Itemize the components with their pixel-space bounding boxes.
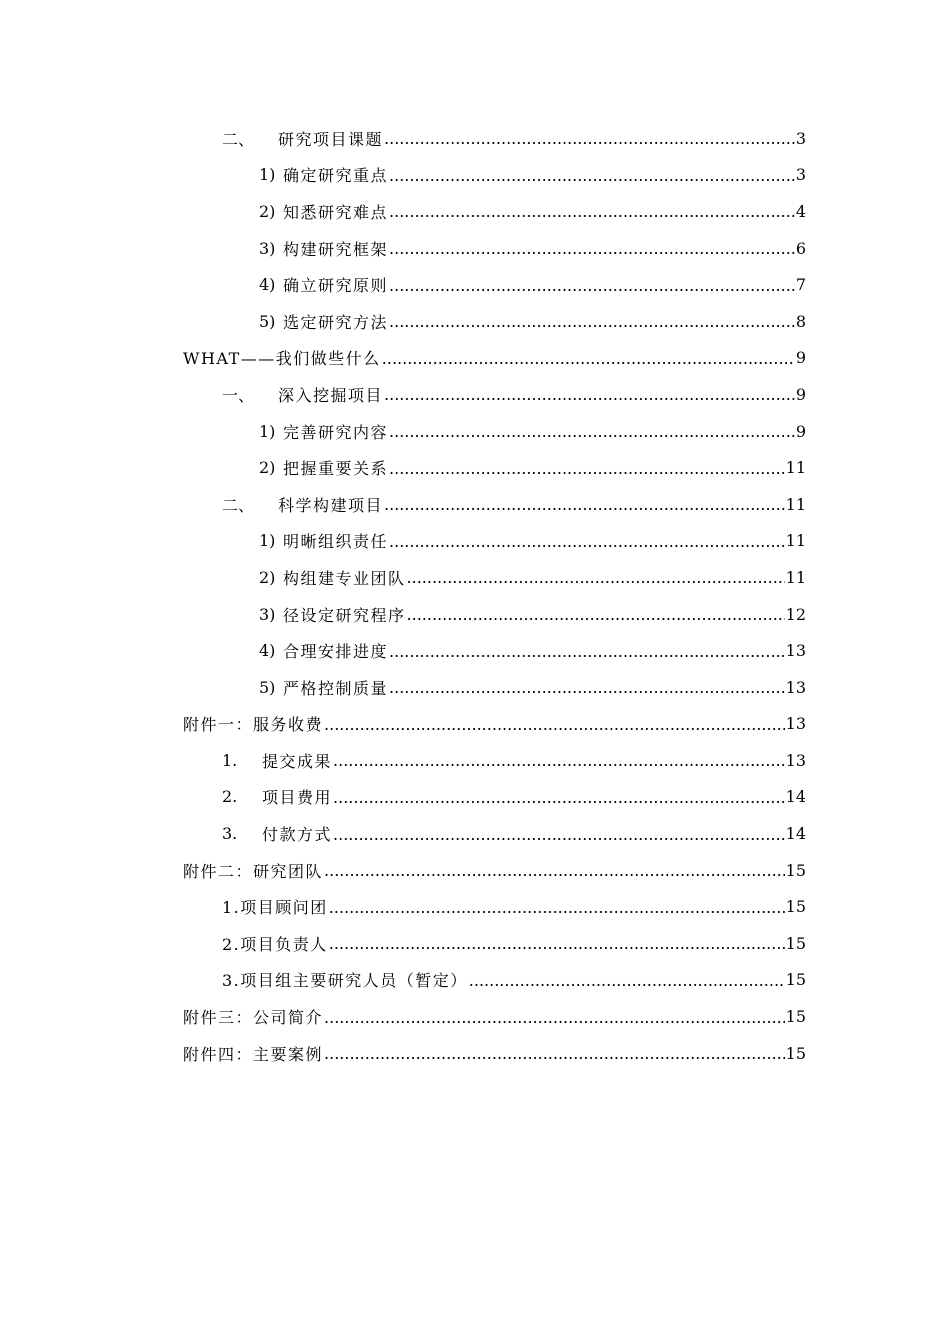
toc-dot-leader: [324, 1009, 785, 1025]
toc-entry-title: 选定研究方法: [283, 312, 389, 332]
toc-entry-title: 完善研究内容: [283, 422, 389, 442]
toc-dot-leader: [389, 240, 795, 256]
toc-entry-title: 研究项目课题: [278, 129, 384, 149]
toc-dot-leader: [384, 386, 795, 402]
toc-page-number: 15: [785, 970, 806, 990]
toc-entry-title: 付款方式: [262, 825, 333, 845]
toc-dot-leader: [324, 716, 785, 732]
toc-dot-leader: [389, 423, 795, 439]
toc-entry[interactable]: [0, 120, 806, 157]
toc-page-number: 15: [785, 897, 806, 917]
toc-entry[interactable]: [0, 596, 806, 633]
toc-entry[interactable]: [0, 449, 806, 486]
toc-entry-title: 明晰组织责任: [283, 532, 389, 552]
toc-entry[interactable]: [0, 815, 806, 852]
toc-entry[interactable]: [0, 888, 806, 925]
toc-entry-title: 附件一：服务收费: [183, 715, 324, 735]
toc-dot-leader: [333, 752, 785, 768]
toc-dot-leader: [333, 826, 785, 842]
toc-entry[interactable]: [0, 303, 806, 340]
toc-entry-number: 二、: [222, 129, 255, 149]
toc-entry[interactable]: [0, 266, 806, 303]
toc-entry-number: 4): [259, 641, 276, 661]
toc-page-number: 11: [785, 458, 806, 478]
toc-entry-title: 2.项目负责人: [222, 934, 328, 954]
toc-entry[interactable]: [0, 925, 806, 962]
toc-entry[interactable]: [0, 340, 806, 377]
toc-entry-title: 严格控制质量: [283, 678, 389, 698]
toc-page-number: 15: [785, 1007, 806, 1027]
toc-page-number: 8: [795, 311, 806, 331]
toc-page-number: 4: [795, 201, 806, 221]
toc-entry-number: 1.: [222, 750, 238, 770]
toc-page-number: 9: [795, 348, 806, 368]
toc-entry-title: 提交成果: [262, 751, 333, 771]
toc-entry[interactable]: [0, 998, 806, 1035]
toc-dot-leader: [389, 313, 795, 329]
toc-entry-number: 1): [259, 531, 276, 551]
toc-page-number: 15: [785, 860, 806, 880]
toc-dot-leader: [389, 679, 785, 695]
toc-page-number: 13: [785, 677, 806, 697]
toc-entry-title: 科学构建项目: [278, 495, 384, 515]
toc-dot-leader: [384, 130, 795, 146]
toc-entry-number: 2): [259, 201, 276, 221]
toc-entry[interactable]: [0, 632, 806, 669]
toc-page-number: 11: [785, 567, 806, 587]
toc-dot-leader: [389, 460, 785, 476]
toc-entry-number: 4): [259, 275, 276, 295]
toc-entry-number: 1): [259, 421, 276, 441]
toc-entry-number: 3): [259, 604, 276, 624]
toc-entry[interactable]: [0, 376, 806, 413]
toc-entry-number: 5): [259, 311, 276, 331]
toc-entry-number: 2.: [222, 787, 238, 807]
toc-dot-leader: [389, 277, 795, 293]
toc-entry-number: 2): [259, 567, 276, 587]
toc-entry[interactable]: [0, 1035, 806, 1072]
toc-page-number: 13: [785, 714, 806, 734]
toc-dot-leader: [407, 606, 785, 622]
toc-dot-leader: [389, 533, 785, 549]
toc-entry[interactable]: [0, 742, 806, 779]
toc-dot-leader: [329, 899, 785, 915]
toc-dot-leader: [389, 643, 785, 659]
toc-entry-title: 构组建专业团队: [283, 568, 406, 588]
toc-dot-leader: [333, 789, 785, 805]
toc-dot-leader: [329, 935, 785, 951]
toc-page-number: 13: [785, 750, 806, 770]
toc-entry-number: 2): [259, 458, 276, 478]
toc-page-number: 9: [795, 384, 806, 404]
toc-entry-number: 3.: [222, 824, 238, 844]
toc-entry[interactable]: [0, 706, 806, 743]
toc-entry-title: 3.项目组主要研究人员（暂定）: [222, 971, 468, 991]
toc-page-number: 3: [795, 165, 806, 185]
toc-entry-title: 深入挖掘项目: [278, 385, 384, 405]
toc-entry-title: 把握重要关系: [283, 459, 389, 479]
toc-page-number: 15: [785, 933, 806, 953]
toc-entry-title: 知悉研究难点: [283, 202, 389, 222]
toc-page-number: 7: [795, 275, 806, 295]
toc-entry[interactable]: [0, 962, 806, 999]
toc-entry[interactable]: [0, 157, 806, 194]
toc-entry-title: WHAT——我们做些什么: [183, 349, 381, 369]
toc-entry-title: 项目费用: [262, 788, 333, 808]
toc-entry-title: 合理安排进度: [283, 642, 389, 662]
toc-entry-number: 1): [259, 165, 276, 185]
toc-entry[interactable]: [0, 779, 806, 816]
toc-entry[interactable]: [0, 559, 806, 596]
toc-entry[interactable]: [0, 669, 806, 706]
toc-page-number: 14: [785, 824, 806, 844]
toc-page-number: 13: [785, 641, 806, 661]
toc-entry-title: 确定研究重点: [283, 166, 389, 186]
toc-page-number: 12: [785, 604, 806, 624]
toc-page-number: 11: [785, 531, 806, 551]
toc-entry-number: 二、: [222, 495, 255, 515]
toc-entry-title: 附件三：公司简介: [183, 1008, 324, 1028]
toc-entry-title: 构建研究框架: [283, 239, 389, 259]
toc-dot-leader: [324, 862, 785, 878]
toc-entry-number: 一、: [222, 385, 255, 405]
toc-page-number: 9: [795, 421, 806, 441]
toc-dot-leader: [382, 350, 795, 366]
toc-page-number: 3: [795, 128, 806, 148]
toc-entry-number: 5): [259, 677, 276, 697]
toc-page-number: 11: [785, 494, 806, 514]
toc-dot-leader: [389, 167, 795, 183]
toc-entry[interactable]: [0, 852, 806, 889]
toc-entry-title: 径设定研究程序: [283, 605, 406, 625]
toc-dot-leader: [469, 972, 785, 988]
toc-page-number: 6: [795, 238, 806, 258]
toc-page-number: 14: [785, 787, 806, 807]
toc-dot-leader: [384, 496, 785, 512]
toc-entry[interactable]: [0, 486, 806, 523]
toc-entry-title: 确立研究原则: [283, 276, 389, 296]
toc-dot-leader: [389, 203, 795, 219]
toc-entry[interactable]: [0, 193, 806, 230]
toc-dot-leader: [407, 569, 785, 585]
toc-entry[interactable]: [0, 523, 806, 560]
table-of-contents: [0, 120, 950, 1071]
toc-entry-number: 3): [259, 238, 276, 258]
toc-entry[interactable]: [0, 413, 806, 450]
toc-dot-leader: [324, 1045, 785, 1061]
toc-entry[interactable]: [0, 230, 806, 267]
toc-entry-title: 附件二：研究团队: [183, 861, 324, 881]
toc-entry-title: 1.项目顾问团: [222, 898, 328, 918]
toc-page-number: 15: [785, 1043, 806, 1063]
toc-entry-title: 附件四：主要案例: [183, 1044, 324, 1064]
